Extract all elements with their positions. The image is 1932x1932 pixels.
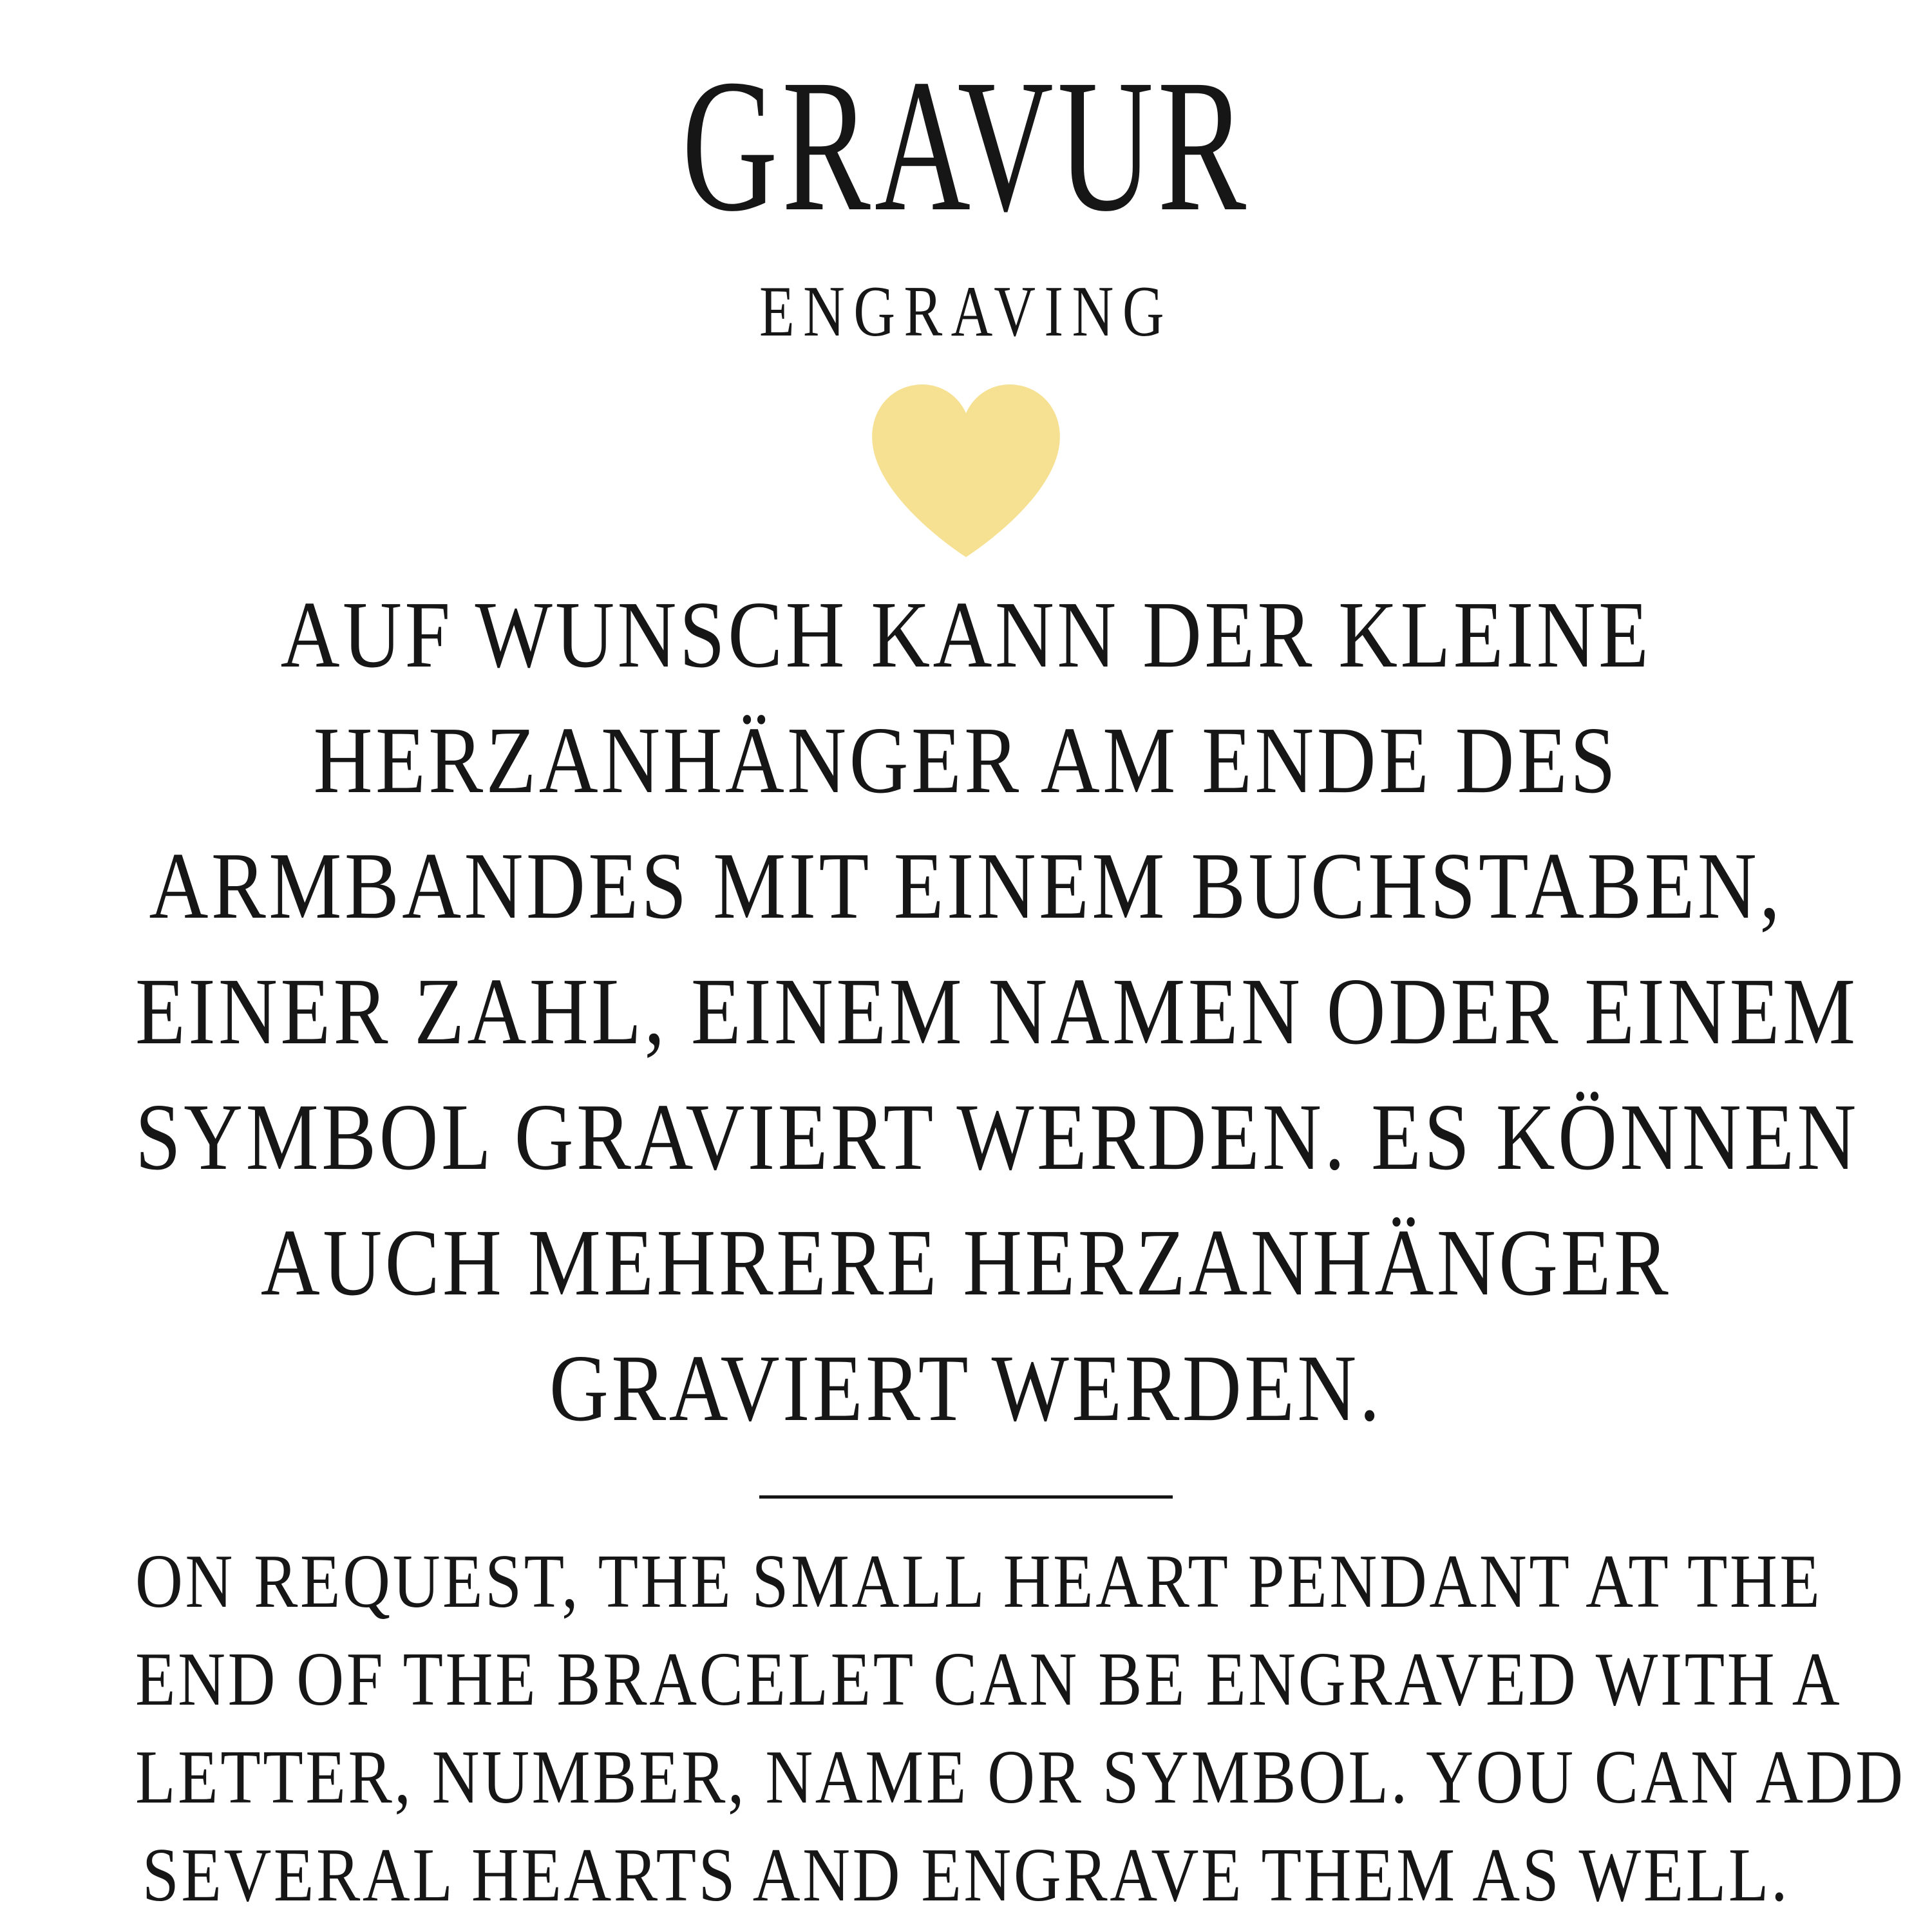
english-line-3: LETTER, NUMBER, NAME OR SYMBOL. YOU CAN ADD [135,1734,1906,1819]
section-divider [759,1495,1173,1499]
english-line-2: END OF THE BRACELET CAN BE ENGRAVED WITH A [135,1636,1842,1721]
english-paragraph [0,1532,1932,1924]
german-line-2: HERZANHÄNGER AM ENDE DES [313,708,1619,813]
german-paragraph [0,573,1932,1452]
german-line-7: GRAVIERT WERDEN. [549,1336,1383,1441]
page-subtitle: ENGRAVING [759,272,1173,352]
english-line-1: ON REQUEST, THE SMALL HEART PENDANT AT THE [135,1539,1823,1624]
german-line-3: ARMBANDES MIT EINEM BUCHSTABEN, [149,833,1783,939]
heart-icon [0,384,1932,557]
german-line-4: EINER ZAHL, EINEM NAMEN ODER EINEM [135,959,1859,1065]
page-title: GRAVUR [681,40,1251,251]
german-line-1: AUF WUNSCH KANN DER KLEINE [280,582,1652,688]
german-line-5: SYMBOL GRAVIERT WERDEN. ES KÖNNEN [135,1084,1859,1190]
english-line-4: SEVERAL HEARTS AND ENGRAVE THEM AS WELL. [142,1832,1790,1917]
heart-icon-shape [872,384,1060,557]
german-line-6: AUCH MEHRERE HERZANHÄNGER [260,1210,1672,1316]
